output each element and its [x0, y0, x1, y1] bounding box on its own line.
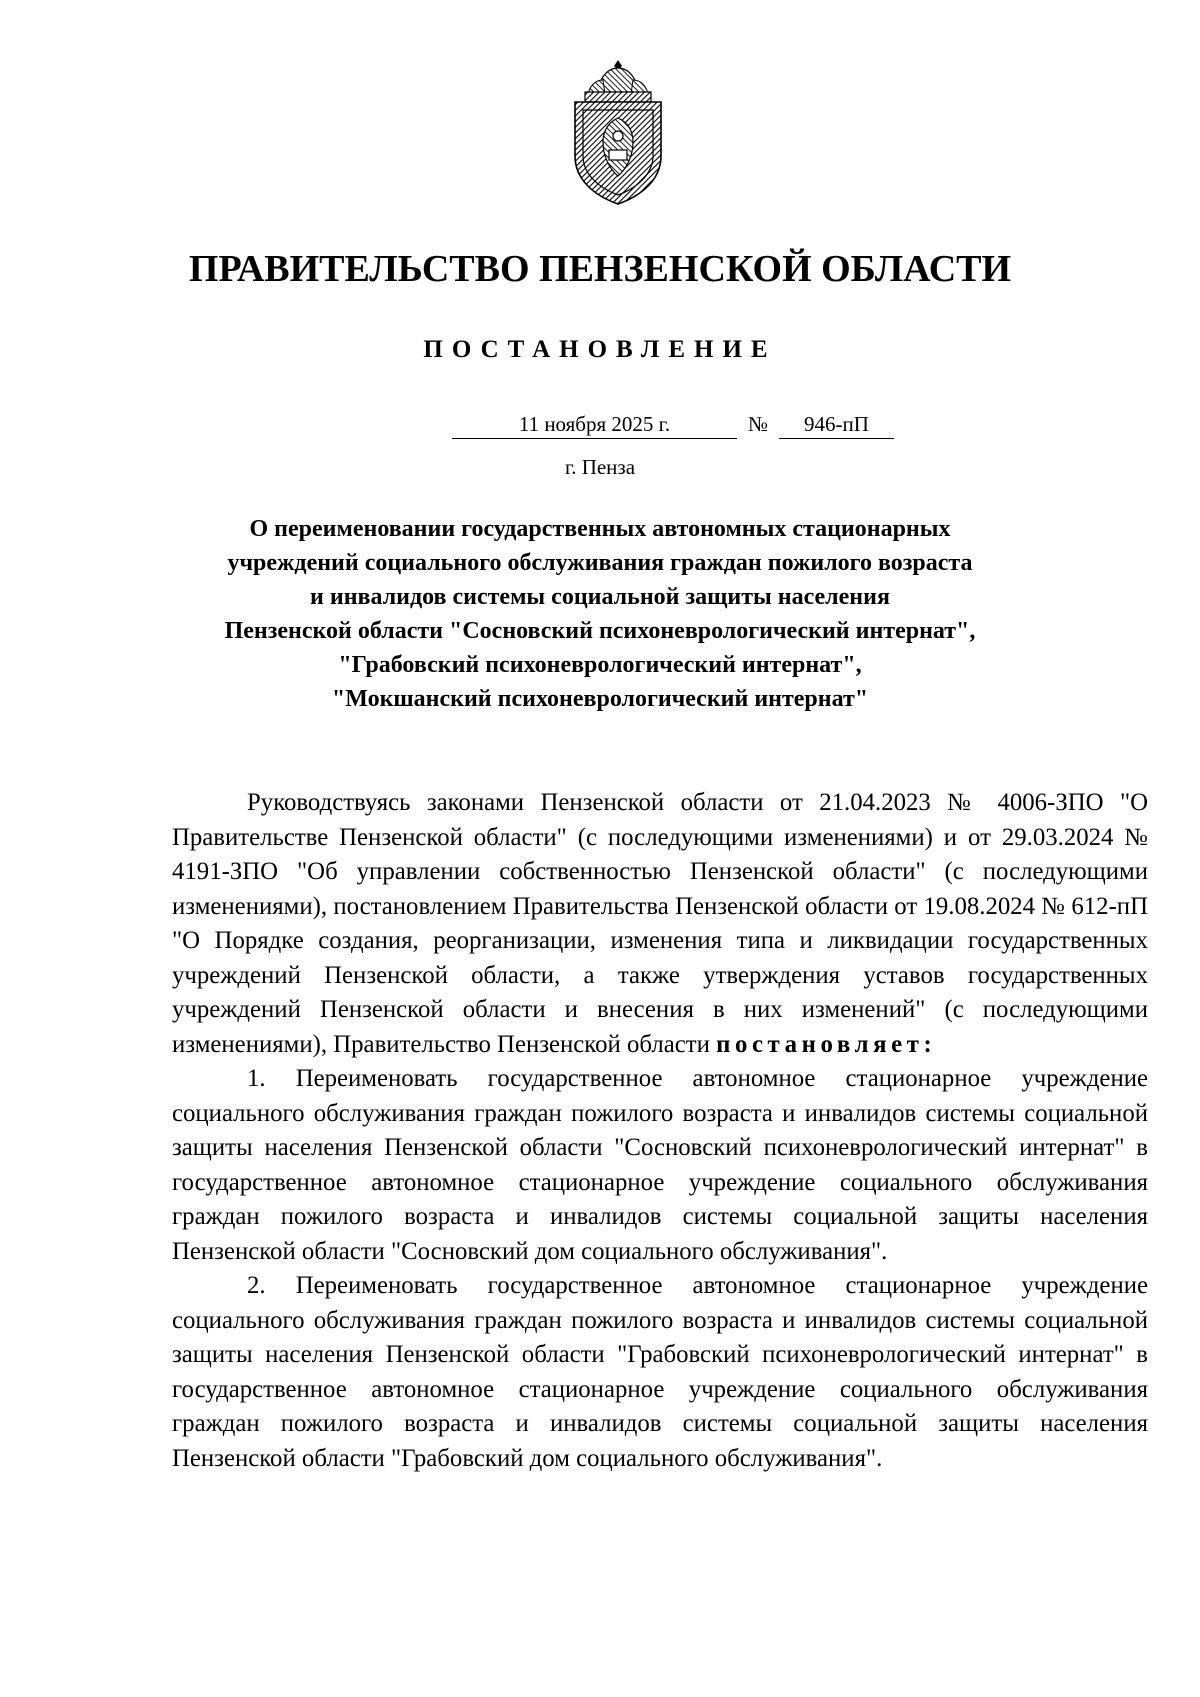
document-body	[172, 786, 1148, 1476]
subject-line: "Грабовский психоневрологический интернат",	[338, 652, 862, 678]
subject-line: и инвалидов системы социальной защиты населения	[310, 584, 890, 610]
document-type: ПОСТАНОВЛЕНИЕ	[423, 336, 777, 363]
coat-of-arms-icon	[559, 58, 677, 208]
coat-of-arms-emblem	[559, 58, 677, 208]
preamble-paragraph	[172, 786, 1148, 1062]
document-subject	[160, 512, 1040, 716]
number-sign: №	[748, 412, 769, 436]
subject-line: Пензенской области "Сосновский психоневрологический интернат",	[224, 618, 976, 644]
subject-line: "Мокшанский психоневрологический интернат"	[331, 686, 869, 712]
decree-item: 1. Переименовать государственное автономное стационарное учреждение социального обслуживания граждан пожилого возраста и инвалидов системы социальной защиты населения Пензенской области "Сосновский психоневрологический интернат" в государственное автономное стационарное учреждение социального обслуживания граждан пожилого возраста и инвалидов системы социальной защиты населения Пензенской области "Сосновский дом социального обслуживания".	[172, 1065, 1148, 1265]
subject-line: учреждений социального обслуживания граждан пожилого возраста	[227, 550, 973, 576]
preamble-text: Руководствуясь законами Пензенской области от 21.04.2023 № 4006-ЗПО "О Правительстве Пензенской области" (с последующими изменениями) и от 29.03.2024 № 4191-ЗПО "Об управлении собственностью Пензенской области" (с последующими изменениями), постановлением Правительства Пензенской области от 19.08.2024 № 612-пП "О Порядке создания, реорганизации, изменения типа и ликвидации государственных учреждений Пензенской области, а также утверждения уставов государственных учреждений Пензенской области и внесения в них изменений" (с последующими изменениями), Правительство Пензенской области	[172, 789, 1148, 1058]
document-city: г. Пенза	[564, 455, 636, 479]
government-title: ПРАВИТЕЛЬСТВО ПЕНЗЕНСКОЙ ОБЛАСТИ	[188, 248, 1012, 290]
decree-word: постановляет:	[716, 1030, 937, 1058]
document-date: 11 ноября 2025 г.	[452, 410, 737, 439]
document-number: 946-пП	[779, 410, 894, 439]
decree-item: 2. Переименовать государственное автономное стационарное учреждение социального обслуживания граждан пожилого возраста и инвалидов системы социальной защиты населения Пензенской области "Грабовский психоневрологический интернат" в государственное автономное стационарное учреждение социального обслуживания граждан пожилого возраста и инвалидов системы социальной защиты населения Пензенской области "Грабовский дом социального обслуживания".	[172, 1272, 1148, 1472]
subject-line: О переименовании государственных автономных стационарных	[249, 516, 951, 542]
